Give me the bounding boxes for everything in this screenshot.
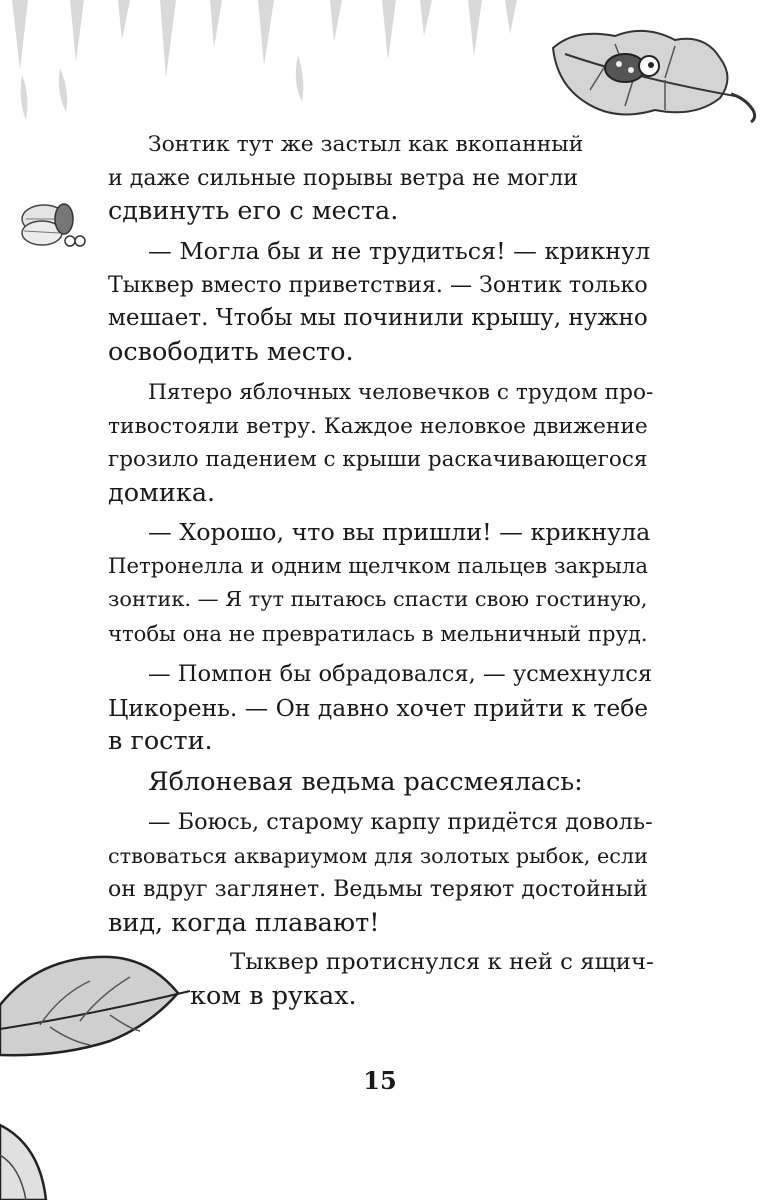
leaf-with-ladybug-illustration — [545, 18, 761, 138]
paragraph-1 — [108, 128, 584, 229]
text-line: ствоваться аквариумом для золотых рыбок, если — [108, 843, 648, 868]
page-number: 15 — [363, 1066, 397, 1095]
text-line: вид, когда плавают! — [108, 907, 380, 938]
text-line: в гости. — [108, 726, 213, 756]
text-line: он вдруг заглянет. Ведьмы теряют достойный — [108, 877, 648, 902]
text-line: зонтик. — Я тут пытаюсь спасти свою гостиную, — [108, 587, 648, 611]
leaf-corner-illustration — [0, 945, 200, 1200]
rain-drops-illustration — [0, 0, 520, 130]
text-line: — Помпон бы обрадовался, — усмехнулся — [148, 661, 653, 687]
text-line: чтобы она не превратилась в мельничный пруд. — [108, 620, 648, 646]
text-line: и даже сильные порывы ветра не могли — [108, 164, 579, 191]
text-line: освободить место. — [108, 336, 354, 367]
text-line: — Хорошо, что вы пришли! — крикнула — [148, 518, 651, 546]
text-line: Зонтик тут же застыл как вкопанный — [148, 132, 584, 157]
text-line: сдвинуть его с места. — [108, 196, 399, 226]
winged-bug-illustration — [14, 195, 86, 255]
text-line: — Могла бы и не трудиться! — крикнул — [148, 237, 651, 265]
paragraph-7 — [108, 806, 653, 940]
text-line: ком в руках. — [190, 980, 357, 1011]
text-line: мешает. Чтобы мы починили крышу, нужно — [108, 305, 648, 331]
paragraph-8 — [190, 946, 654, 1013]
paragraph-4 — [108, 516, 651, 650]
text-line: Яблоневая ведьма рассмеялась: — [148, 767, 583, 797]
text-line: домика. — [108, 477, 216, 508]
text-line: Тыквер вместо приветствия. — Зонтик только — [108, 271, 648, 298]
text-line: Цикорень. — Он давно хочет прийти к тебе — [108, 693, 649, 722]
paragraph-5 — [108, 658, 653, 759]
text-line: тивостояли ветру. Каждое неловкое движение — [108, 413, 648, 439]
text-line: Тыквер протиснулся к ней с ящич- — [230, 949, 654, 975]
text-line: Петронелла и одним щелчком пальцев закрыла — [108, 553, 648, 579]
text-line: — Боюсь, старому карпу придётся доволь- — [148, 809, 653, 835]
paragraph-2 — [108, 235, 651, 369]
text-line: Пятеро яблочных человечков с трудом про- — [148, 380, 654, 405]
paragraph-3 — [108, 376, 654, 510]
paragraph-6 — [108, 766, 648, 800]
text-line: грозило падением с крыши раскачивающегося — [108, 447, 648, 472]
